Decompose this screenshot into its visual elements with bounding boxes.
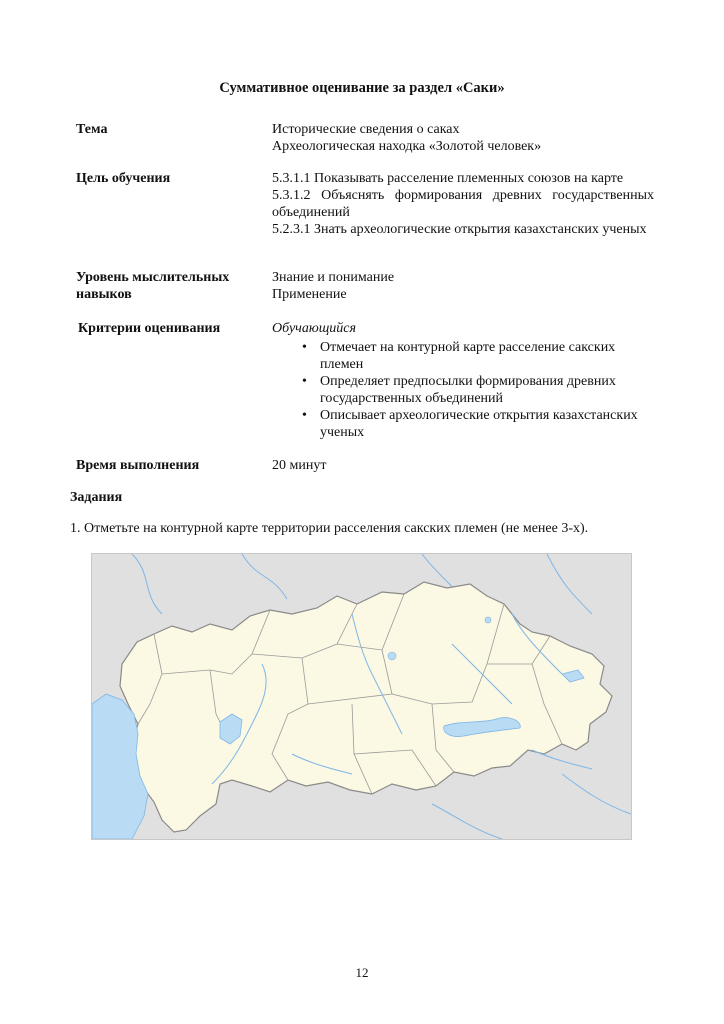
skills-label-line: Уровень мыслительных: [76, 270, 230, 285]
lake: [388, 652, 396, 660]
goal-line: 5.3.1.1 Показывать расселение племенных союзов на карте: [272, 171, 624, 186]
goal-line: 5.3.1.2 Объяснять формирования древних государственных объединений: [272, 188, 654, 220]
criteria-list: [272, 339, 654, 441]
criteria-item-text: Описывает археологические открытия казахстанских ученых: [320, 408, 638, 440]
theme-value: [272, 121, 654, 155]
goal-line: 5.2.3.1 Знать археологические открытия казахстанских ученых: [272, 222, 647, 237]
page-number: 12: [355, 965, 369, 980]
bullet-icon: •: [302, 374, 307, 389]
criteria-value: [272, 320, 654, 441]
task-1-text: 1. Отметьте на контурной карте территории расселения сакских племен (не менее 3-х).: [70, 521, 589, 536]
bullet-icon: •: [302, 340, 307, 355]
criteria-item: [272, 373, 654, 407]
theme-line: Археологическая находка «Золотой человек»: [272, 139, 542, 154]
theme-label: Тема: [76, 122, 108, 137]
time-label: Время выполнения: [76, 458, 200, 473]
skills-line: Знание и понимание: [272, 270, 395, 285]
tasks-heading: Задания: [70, 490, 123, 505]
skills-value: [272, 269, 654, 303]
goal-label: Цель обучения: [76, 171, 171, 186]
criteria-item-text: Определяет предпосылки формирования древних государственных объединений: [320, 374, 616, 406]
criteria-head: Обучающийся: [272, 321, 357, 336]
goal-value: [272, 170, 654, 238]
contour-map[interactable]: [91, 553, 632, 840]
criteria-item: [272, 407, 654, 441]
bullet-icon: •: [302, 408, 307, 423]
skills-line: Применение: [272, 287, 347, 302]
map-svg: [92, 554, 631, 839]
theme-line: Исторические сведения о саках: [272, 122, 460, 137]
document-title: Суммативное оценивание за раздел «Саки»: [219, 80, 505, 96]
criteria-label: Критерии оценивания: [78, 321, 221, 336]
criteria-item: [272, 339, 654, 373]
skills-label: [76, 269, 266, 303]
criteria-item-text: Отмечает на контурной карте расселение сакских племен: [320, 340, 616, 372]
time-value: 20 минут: [272, 458, 327, 473]
skills-label-line: навыков: [76, 287, 132, 302]
lake: [485, 617, 491, 623]
